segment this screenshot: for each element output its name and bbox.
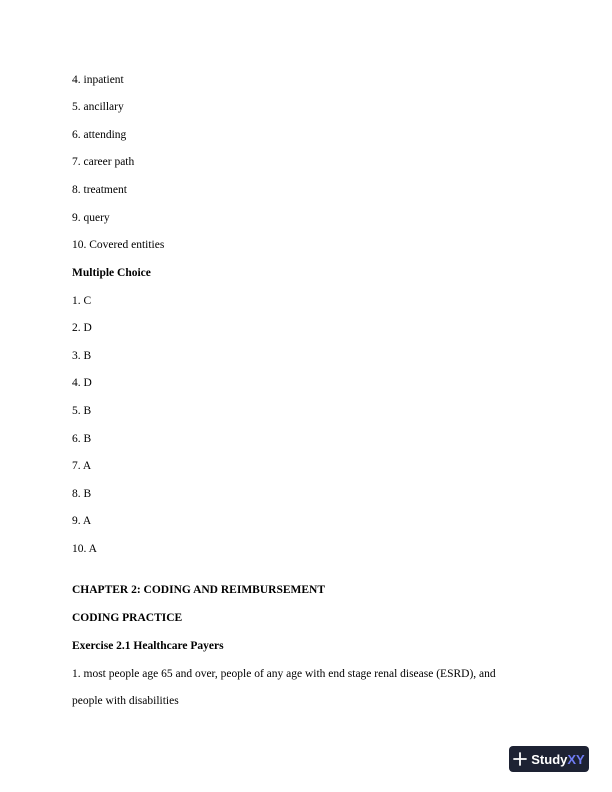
answer-item-10: 10. Covered entities	[72, 239, 165, 251]
answer-item-8: 8. treatment	[72, 184, 127, 196]
mc-answer-9: 9. A	[72, 515, 92, 527]
mc-answer-1: 1. C	[72, 295, 92, 307]
answer-item-6: 6. attending	[72, 129, 127, 141]
section-heading: CODING PRACTICE	[72, 612, 183, 624]
chapter-heading: CHAPTER 2: CODING AND REIMBURSEMENT	[72, 584, 326, 596]
mc-answer-8: 8. B	[72, 488, 92, 500]
badge-label-accent: XY	[567, 751, 585, 767]
exercise-answer-line-2: people with disabilities	[72, 695, 179, 707]
answer-item-5: 5. ancillary	[72, 101, 124, 113]
answer-item-4: 4. inpatient	[72, 74, 124, 86]
answer-item-9: 9. query	[72, 212, 110, 224]
plus-icon	[513, 752, 527, 766]
answer-item-7: 7. career path	[72, 156, 135, 168]
mc-answer-4: 4. D	[72, 377, 92, 389]
studyxy-badge[interactable]	[509, 746, 589, 772]
exercise-heading: Exercise 2.1 Healthcare Payers	[72, 640, 224, 652]
mc-answer-7: 7. A	[72, 460, 92, 472]
mc-answer-3: 3. B	[72, 350, 92, 362]
mc-answer-2: 2. D	[72, 322, 92, 334]
mc-answer-10: 10. A	[72, 543, 97, 555]
badge-label	[531, 752, 584, 767]
exercise-answer-line-1: 1. most people age 65 and over, people of any age with end stage renal disease (ESRD), and	[72, 668, 496, 680]
mc-answer-5: 5. B	[72, 405, 92, 417]
multiple-choice-heading: Multiple Choice	[72, 267, 151, 279]
badge-label-main: Study	[531, 751, 568, 767]
mc-answer-6: 6. B	[72, 433, 92, 445]
